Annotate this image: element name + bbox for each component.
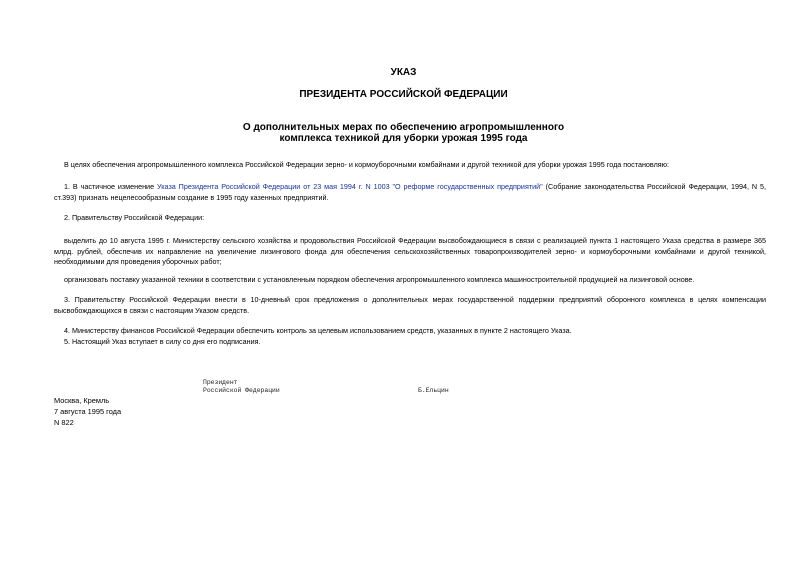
signatory-position-line-2: Российской Федерации (203, 387, 280, 394)
paragraph-5-text: 5. Настоящий Указ вступает в силу со дня его подписания. (64, 337, 261, 346)
signatory-name: Б.Ельцин (418, 387, 449, 394)
heading-line-1: О дополнительных мерах по обеспечению агропромышленного (242, 122, 565, 133)
signing-date: 7 августа 1995 года (54, 407, 122, 416)
document-type-title: УКАЗ (390, 67, 417, 78)
paragraph-3-text: 3. Правительству Российской Федерации внести в 10-дневный срок предложения о дополнительных мерах государственной поддержки предприятий оборонного комплекса в целях компенсации высвобождающихся в связи с настоящим Указом средств. (54, 295, 766, 315)
paragraph-1-text-start: 1. В частичное изменение (64, 182, 157, 191)
paragraph-5 (54, 337, 766, 348)
paragraph-2-text: 2. Правительству Российской Федерации: (64, 213, 205, 222)
preamble-text: В целях обеспечения агропромышленного комплекса Российской Федерации зерно- и кормоуборочными комбайнами и другой техникой для уборки урожая 1995 года постановляю: (64, 160, 670, 169)
paragraph-4-text: 4. Министерству финансов Российской Федерации обеспечить контроль за целевым использованием средств, указанных в пункте 2 настоящего Указа. (64, 326, 572, 335)
decree-number: N 822 (54, 418, 74, 427)
paragraph-3 (54, 295, 766, 316)
paragraph-1 (54, 182, 766, 203)
paragraph-2a-text: выделить до 10 августа 1995 г. Министерству сельского хозяйства и продовольствия Российской Федерации высвобождающиеся в связи с реализацией пункта 1 настоящего Указа средства в размере 365 млрд. рублей, обеспечив их направление на увеличение лизингового фонда для обеспечения сельскохозяйственных товаропроизводителей зерно- и кормоуборочными комбайнами и другой техникой, необходимыми для проведения уборочных работ; (54, 236, 766, 266)
paragraph-2a (54, 236, 766, 268)
paragraph-2b-text: организовать поставку указанной техники в соответствии с установленным порядком обеспечения агропромышленного комплекса машиностроительной продукцией на лизинговой основе. (64, 275, 695, 284)
heading-line-2: комплекса техникой для уборки урожая 1995 года (279, 133, 528, 144)
preamble-paragraph (54, 160, 766, 171)
paragraph-2 (54, 213, 766, 224)
signing-place: Москва, Кремль (54, 396, 110, 405)
paragraph-4 (54, 326, 766, 337)
paragraph-2b (54, 275, 766, 286)
signatory-position-line-1: Президент (203, 379, 238, 386)
issuer-title: ПРЕЗИДЕНТА РОССИЙСКОЙ ФЕДЕРАЦИИ (299, 89, 508, 100)
paragraph-1-text-end: (Собрание законодательства Российской Федерации, 1994, N 5, ст.393) признать нецелесообразным создание в 1995 году казенных предприятий. (54, 182, 766, 202)
decree-1003-link[interactable]: Указа Президента Российской Федерации от 23 мая 1994 г. N 1003 "О реформе государственных предприятий" (156, 182, 543, 191)
